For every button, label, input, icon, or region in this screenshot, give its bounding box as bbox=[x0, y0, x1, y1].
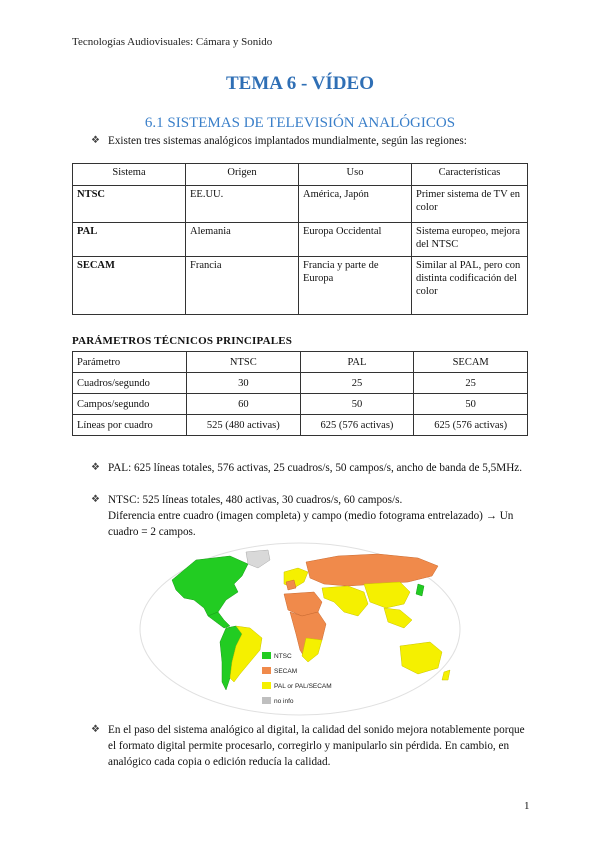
table-cell: Francia y parte de Europa bbox=[299, 257, 412, 315]
legend-label-pal: PAL or PAL/SECAM bbox=[274, 683, 332, 690]
table-cell: 30 bbox=[187, 373, 301, 394]
table-header-cell: Origen bbox=[186, 164, 299, 186]
table-cell: Alemania bbox=[186, 223, 299, 257]
table-cell: Sistema europeo, mejora del NTSC bbox=[412, 223, 528, 257]
pal-note bbox=[91, 460, 533, 476]
table-cell: Campos/segundo bbox=[73, 394, 187, 415]
table-header-cell: Uso bbox=[299, 164, 412, 186]
page-title: TEMA 6 - VÍDEO bbox=[226, 73, 374, 94]
table-cell: 625 (576 activas) bbox=[300, 415, 414, 436]
legend-swatch-ntsc bbox=[262, 652, 271, 659]
table-header-cell: PAL bbox=[300, 352, 414, 373]
table-cell: Líneas por cuadro bbox=[73, 415, 187, 436]
legend-swatch-noinfo bbox=[262, 697, 271, 704]
intro-bullet-text: Existen tres sistemas analógicos implantados mundialmente, según las regiones: bbox=[108, 135, 467, 147]
table-header-row bbox=[73, 352, 528, 373]
intro-bullet bbox=[91, 133, 538, 149]
table-header-cell: NTSC bbox=[187, 352, 301, 373]
table-cell: NTSC bbox=[73, 186, 186, 223]
final-bullet bbox=[91, 722, 533, 770]
ntsc-note-text: NTSC: 525 líneas totales, 480 activas, 30 cuadros/s, 60 campos/s. bbox=[108, 494, 403, 506]
table-cell: 525 (480 activas) bbox=[187, 415, 301, 436]
diamond-bullet-icon: ❖ bbox=[91, 462, 100, 473]
table-row bbox=[73, 186, 528, 223]
table-cell: SECAM bbox=[73, 257, 186, 315]
table-cell: América, Japón bbox=[299, 186, 412, 223]
table-cell: EE.UU. bbox=[186, 186, 299, 223]
table-header-cell: Parámetro bbox=[73, 352, 187, 373]
table-cell: Similar al PAL, pero con distinta codificación del color bbox=[412, 257, 528, 315]
table-cell: 25 bbox=[300, 373, 414, 394]
table-cell: Europa Occidental bbox=[299, 223, 412, 257]
france-region bbox=[286, 580, 296, 590]
page-number: 1 bbox=[524, 800, 530, 812]
table-cell: 625 (576 activas) bbox=[414, 415, 528, 436]
legend-label-ntsc: NTSC bbox=[274, 653, 292, 660]
section-title: 6.1 SISTEMAS DE TELEVISIÓN ANALÓGICOS bbox=[144, 115, 456, 131]
params-heading: PARÁMETROS TÉCNICOS PRINCIPALES bbox=[72, 335, 293, 347]
ntsc-note bbox=[91, 492, 533, 508]
table-row bbox=[73, 394, 528, 415]
table-header-cell: Características bbox=[412, 164, 528, 186]
final-bullet-text: En el paso del sistema analógico al digital, la calidad del sonido mejora notablemente porque el formato digital permite procesarlo, corregirlo y manipularlo sin pérdida. En cambio, en analógico cada copia o edición reducía la calidad. bbox=[108, 724, 525, 768]
table-row bbox=[73, 373, 528, 394]
world-tv-systems-map bbox=[138, 542, 462, 716]
table-row bbox=[73, 223, 528, 257]
table-header-cell: SECAM bbox=[414, 352, 528, 373]
legend-label-noinfo: no info bbox=[274, 698, 294, 705]
table-cell: PAL bbox=[73, 223, 186, 257]
difference-note: Diferencia entre cuadro (imagen completa) y campo (medio fotograma entrelazado) → Un cuadro = 2 campos. bbox=[108, 510, 514, 538]
diamond-bullet-icon: ❖ bbox=[91, 494, 100, 505]
diamond-bullet-icon: ❖ bbox=[91, 135, 100, 146]
running-header: Tecnologías Audiovisuales: Cámara y Sonido bbox=[72, 36, 273, 48]
table-cell: Francia bbox=[186, 257, 299, 315]
table-header-cell: Sistema bbox=[73, 164, 186, 186]
systems-table bbox=[72, 163, 528, 315]
table-cell: Cuadros/segundo bbox=[73, 373, 187, 394]
table-row bbox=[73, 257, 528, 315]
table-row bbox=[73, 415, 528, 436]
table-cell: 50 bbox=[300, 394, 414, 415]
legend-swatch-secam bbox=[262, 667, 271, 674]
table-header-row bbox=[73, 164, 528, 186]
pal-note-text: PAL: 625 líneas totales, 576 activas, 25 cuadros/s, 50 campos/s, ancho de banda de 5,5MHz. bbox=[108, 462, 523, 474]
diamond-bullet-icon: ❖ bbox=[91, 724, 100, 735]
new-zealand-region bbox=[442, 670, 450, 680]
table-cell: 60 bbox=[187, 394, 301, 415]
table-cell: 50 bbox=[414, 394, 528, 415]
params-table bbox=[72, 351, 528, 436]
table-cell: 25 bbox=[414, 373, 528, 394]
legend-swatch-pal bbox=[262, 682, 271, 689]
table-cell: Primer sistema de TV en color bbox=[412, 186, 528, 223]
legend-label-secam: SECAM bbox=[274, 668, 298, 675]
